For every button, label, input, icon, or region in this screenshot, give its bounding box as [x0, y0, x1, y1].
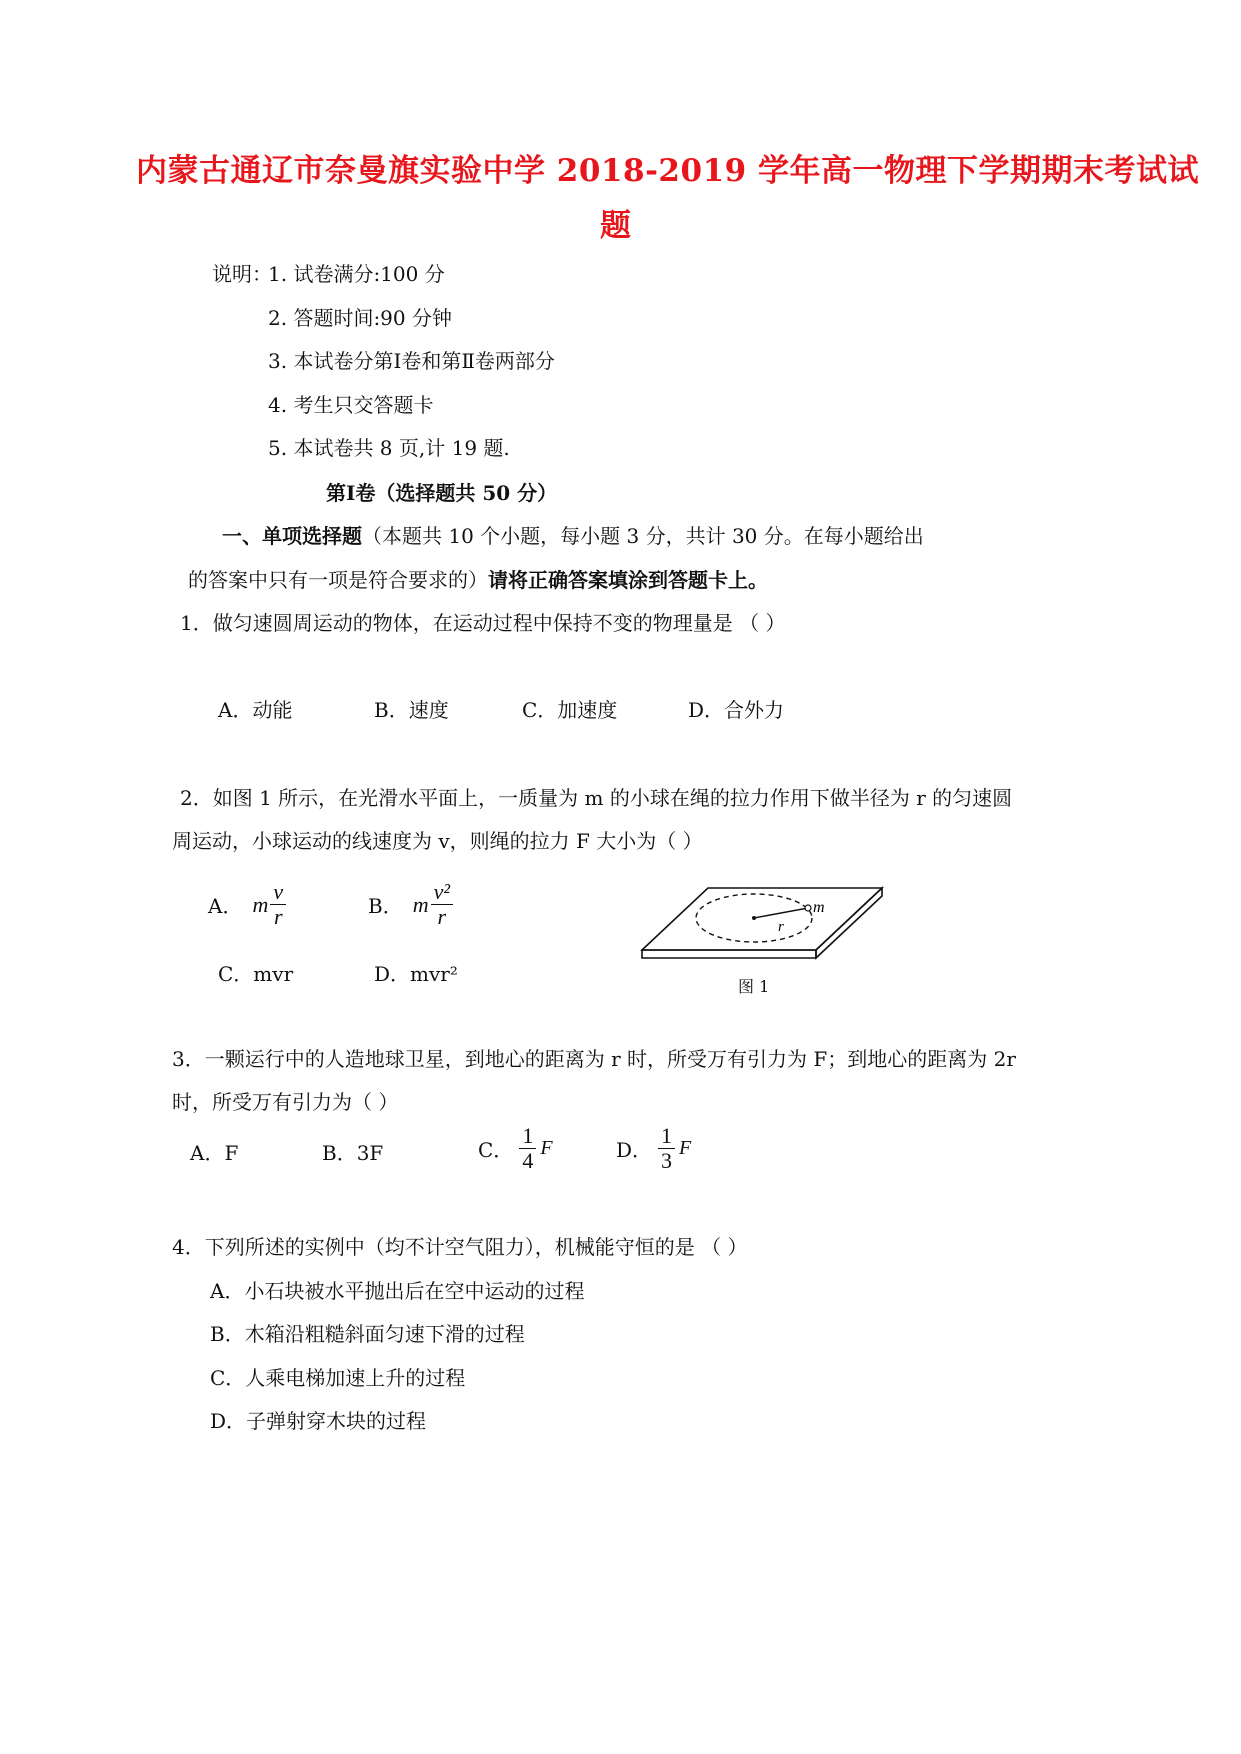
question-2-stem-line2: 周运动，小球运动的线速度为 v，则绳的拉力 F 大小为（ ）	[172, 829, 703, 853]
question-2-option-b	[368, 880, 453, 929]
fraction-denominator: 4	[522, 1148, 534, 1173]
fraction-denominator: 3	[661, 1148, 673, 1173]
fraction-numerator: 1	[658, 1124, 675, 1149]
rope-line	[754, 908, 808, 918]
fraction-denominator: r	[273, 904, 283, 929]
question-3-stem-line2: 时，所受万有引力为（ ）	[172, 1090, 399, 1114]
question-2-stem-line1: 2．如图 1 所示，在光滑水平面上，一质量为 m 的小球在绳的拉力作用下做半径为 r 的匀速圆	[180, 786, 1013, 810]
one-quarter-fraction	[519, 1124, 536, 1173]
fraction-numerator: 1	[519, 1124, 536, 1149]
section-intro-bold: 一、单项选择题	[222, 524, 362, 548]
velocity-over-radius-fraction	[270, 880, 286, 929]
question-4-option-c: C．人乘电梯加速上升的过程	[210, 1366, 466, 1390]
document-title-line2: 题	[600, 208, 632, 244]
section-intro-line2-text: 的答案中只有一项是符合要求的）	[188, 568, 488, 592]
figure-mass-label: m	[813, 899, 825, 916]
fraction-numerator: v²	[431, 880, 453, 905]
notes-item: 4. 考生只交答题卡	[268, 393, 434, 417]
question-3-option-a: A．F	[190, 1141, 239, 1165]
question-3-option-c	[478, 1124, 553, 1173]
notes-item: 2. 答题时间:90 分钟	[268, 306, 452, 330]
question-4-option-a: A．小石块被水平抛出后在空中运动的过程	[210, 1279, 585, 1303]
table-top-surface	[642, 888, 882, 950]
ball	[805, 905, 811, 911]
document-title-line1: 内蒙古通辽市奈曼旗实验中学 2018-2019 学年高一物理下学期期末考试试	[136, 153, 1200, 189]
question-1-option-a: A．动能	[218, 698, 293, 722]
question-4-stem: 4．下列所述的实例中（均不计空气阻力），机械能守恒的是 （ ）	[172, 1235, 748, 1259]
notes-item: 5. 本试卷共 8 页,计 19 题.	[268, 436, 510, 460]
fraction-numerator: v	[270, 880, 286, 905]
question-4-option-d: D．子弹射穿木块的过程	[210, 1409, 427, 1433]
force-symbol: F	[540, 1137, 553, 1159]
question-3-stem-line1: 3．一颗运行中的人造地球卫星，到地心的距离为 r 时，所受万有引力为 F；到地心的距离为 2r	[172, 1047, 1016, 1071]
section-intro-line2-bold: 请将正确答案填涂到答题卡上。	[488, 568, 768, 592]
section-heading: 第Ⅰ卷（选择题共 50 分）	[326, 481, 558, 505]
section-intro-line1	[222, 520, 924, 549]
notes-item: 1. 试卷满分:100 分	[268, 262, 445, 286]
option-label: D．	[616, 1138, 653, 1162]
option-label: A．	[208, 894, 243, 918]
section-intro-text: （本题共 10 个小题，每小题 3 分，共计 30 分。在每小题给出	[362, 524, 924, 548]
figure-1-diagram	[636, 880, 888, 968]
question-1-stem: 1．做匀速圆周运动的物体，在运动过程中保持不变的物理量是 （ ）	[180, 611, 786, 635]
question-1-option-d: D．合外力	[688, 698, 785, 722]
question-3-option-b: B．3F	[322, 1141, 384, 1165]
figure-1-caption: 图 1	[738, 977, 770, 996]
table-front-edge	[642, 950, 816, 958]
option-label: C．	[478, 1138, 514, 1162]
fraction-denominator: r	[437, 904, 447, 929]
velocity-squared-over-radius-fraction	[431, 880, 453, 929]
question-1-option-b: B．速度	[374, 698, 449, 722]
option-label: B．	[368, 894, 403, 918]
table-side-edge	[816, 888, 882, 958]
notes-item: 3. 本试卷分第Ⅰ卷和第Ⅱ卷两部分	[268, 349, 555, 373]
question-2-option-a	[208, 880, 286, 929]
question-4-option-b: B．木箱沿粗糙斜面匀速下滑的过程	[210, 1322, 525, 1346]
question-3-option-d	[616, 1124, 691, 1173]
center-dot	[752, 916, 756, 920]
mass-symbol: m	[252, 891, 269, 917]
force-symbol: F	[679, 1137, 692, 1159]
section-intro-line2	[188, 564, 768, 593]
notes-label: 说明：	[212, 262, 272, 286]
mass-symbol: m	[412, 891, 429, 917]
question-2-option-d: D．mvr²	[374, 962, 458, 986]
question-1-option-c: C．加速度	[522, 698, 618, 722]
figure-radius-label: r	[778, 919, 784, 935]
question-2-option-c: C．mvr	[218, 962, 294, 986]
one-third-fraction	[658, 1124, 675, 1173]
